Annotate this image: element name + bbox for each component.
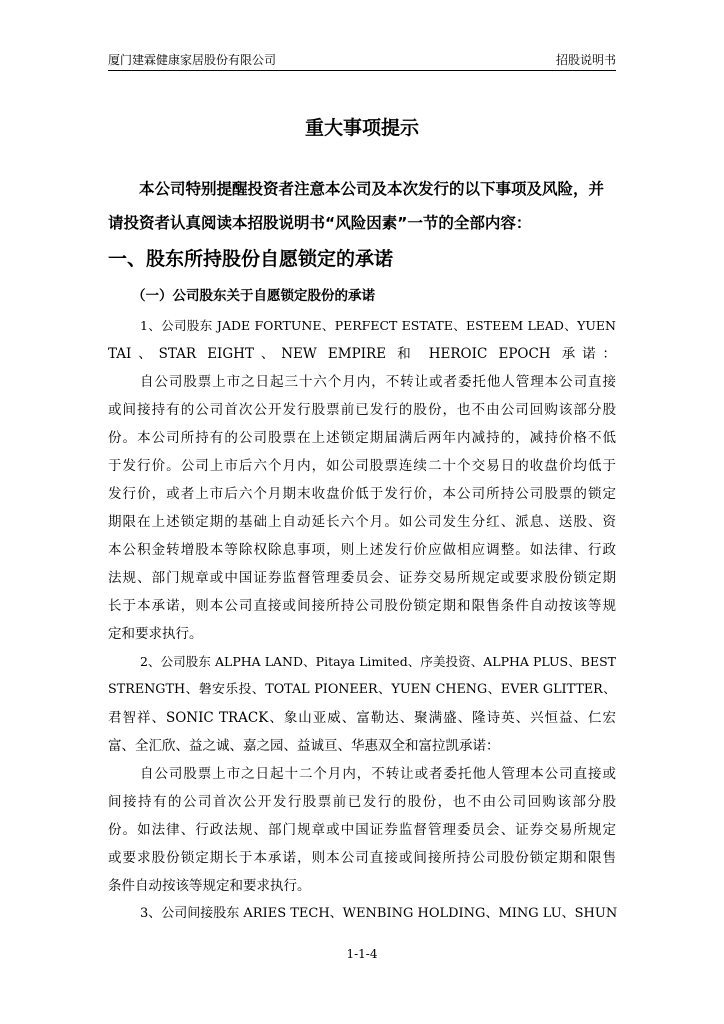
body-line: 发行价，或者上市后六个月期末收盘价低于发行价，本公司所持公司股票的锁定 bbox=[108, 486, 616, 502]
body-line: 于发行价。公司上市后六个月内，如公司股票连续二十个交易日的收盘价均低于 bbox=[108, 458, 616, 474]
body-line: 份。如法律、行政法规、部门规章或中国证券监督管理委员会、证券交易所规定 bbox=[108, 822, 616, 838]
section-heading: 一、股东所持股份自愿锁定的承诺 bbox=[108, 248, 394, 270]
body-line: 定和要求执行。 bbox=[108, 626, 203, 642]
header-company-name: 厦门建霖健康家居股份有限公司 bbox=[108, 53, 277, 67]
header-document-type: 招股说明书 bbox=[555, 53, 616, 67]
body-line: 或要求股份锁定期长于本承诺，则本公司直接或间接所持公司股份锁定期和限售 bbox=[108, 850, 616, 866]
body-line: 3、公司间接股东 ARIES TECH、WENBING HOLDING、MING LU、SHUN bbox=[140, 906, 618, 921]
intro-paragraph bbox=[108, 172, 616, 240]
body-line: 自公司股票上市之日起三十六个月内，不转让或者委托他人管理本公司直接 bbox=[140, 374, 616, 390]
page-header bbox=[108, 51, 616, 69]
body-line: 间接持有的公司首次公开发行股票前已发行的股份，也不由公司回购该部分股 bbox=[108, 794, 616, 810]
body-line: TAI、STAR EIGHT、NEW EMPIRE 和 HEROIC EPOCH 承诺： bbox=[108, 346, 616, 362]
intro-text: 本公司特别提醒投资者注意本公司及本次发行的以下事项及风险，并请投资者认真阅读本招股说明书“风险因素”一节的全部内容： bbox=[108, 180, 605, 232]
body-line: 份。本公司所持有的公司股票在上述锁定期届满后两年内减持的，减持价格不低 bbox=[108, 430, 616, 446]
page-number: 1-1-4 bbox=[346, 947, 378, 961]
body-line: 2、公司股东 ALPHA LAND、Pitaya Limited、序美投资、ALPHA PLUS、BEST bbox=[140, 654, 616, 669]
body-line: 法规、部门规章或中国证券监督管理委员会、证券交易所规定或要求股份锁定期 bbox=[108, 570, 616, 586]
header-divider bbox=[108, 70, 616, 71]
body-line: 君智祥、SONIC TRACK、象山亚威、富勒达、聚满盛、隆诗英、兴恒益、仁宏 bbox=[108, 710, 616, 726]
body-line: 富、全汇欣、益之诚、嘉之园、益诚亘、华惠双全和富拉凯承诺： bbox=[108, 738, 500, 754]
body-line: 或间接持有的公司首次公开发行股票前已发行的股份，也不由公司回购该部分股 bbox=[108, 402, 616, 418]
body-line: STRENGTH、磐安乐投、TOTAL PIONEER、YUEN CHENG、EVER GLITTER、 bbox=[108, 682, 616, 697]
body-line: 自公司股票上市之日起十二个月内，不转让或者委托他人管理本公司直接或 bbox=[140, 766, 616, 782]
body-line: 条件自动按该等规定和要求执行。 bbox=[108, 878, 311, 894]
body-line: 本公积金转增股本等除权除息事项，则上述发行价应做相应调整。如法律、行政 bbox=[108, 542, 616, 558]
subsection-heading: （一）公司股东关于自愿锁定股份的承诺 bbox=[132, 288, 375, 304]
body-line: 长于本承诺，则本公司直接或间接所持公司股份锁定期和限售条件自动按该等规 bbox=[108, 598, 616, 614]
body-line: 1、公司股东 JADE FORTUNE、PERFECT ESTATE、ESTEEM LEAD、YUEN bbox=[140, 318, 616, 333]
page-title: 重大事项提示 bbox=[304, 117, 419, 139]
body-line: 期限在上述锁定期的基础上自动延长六个月。如公司发生分红、派息、送股、资 bbox=[108, 514, 616, 530]
